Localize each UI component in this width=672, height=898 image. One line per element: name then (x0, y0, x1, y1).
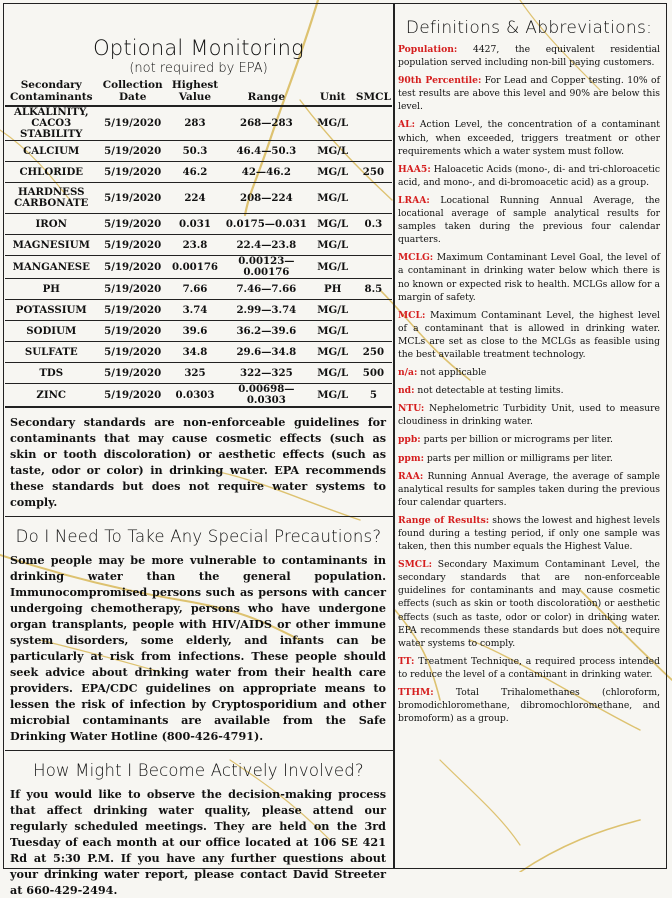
smcl-value (355, 300, 392, 321)
contaminant-name: IRON (5, 214, 97, 235)
secondary-contaminants-table (5, 79, 392, 408)
definition-item (398, 43, 660, 69)
header-unit: Unit (319, 91, 346, 103)
smcl-value: 8.5 (355, 279, 392, 300)
secondary-standards-note: Secondary standards are non-enforceable guidelines for contaminants that may cause cosmetic effects (such as skin or tooth discoloration) or aesthetic effects (such as taste, odor or color) in drinking water. EPA recommends these standards but does not require water systems to comply. (10, 415, 386, 509)
definition-item (398, 433, 660, 446)
definition-text: 4427, the equivalent residential population served including non-bill paying customers. (398, 44, 660, 69)
range-value: 0.0175—0.031 (222, 214, 310, 235)
column-divider (393, 3, 395, 869)
collection-date: 5/19/2020 (97, 183, 167, 214)
definitions-list (398, 43, 660, 725)
collection-date: 5/19/2020 (97, 300, 167, 321)
definition-item (398, 366, 660, 379)
smcl-value (355, 141, 392, 162)
definition-text: Running Annual Average, the average of sample analytical results for samples taken during the previous four calendar quarters. (398, 470, 660, 508)
highest-value: 7.66 (168, 279, 222, 300)
table-row (5, 141, 392, 162)
definition-term: HAA5: (398, 163, 431, 175)
collection-date: 5/19/2020 (97, 279, 167, 300)
table-row (5, 214, 392, 235)
definition-term: NTU: (398, 403, 425, 415)
header-contaminant: Secondary Contaminants (9, 79, 93, 103)
highest-value: 3.74 (168, 300, 222, 321)
smcl-value: 0.3 (355, 214, 392, 235)
table-row (5, 235, 392, 256)
precautions-body: Some people may be more vulnerable to contaminants in drinking water than the general population. Immunocompromised persons such as persons with cancer undergoing chemotherapy, persons who have undergone organ transplants, people with HIV/AIDS or other immune system disorders, some elderly, and infants can be particularly at risk from infections. These people should seek advice about drinking water from their health care providers. EPA/CDC guidelines on appropriate means to lessen the risk of infection by Cryptosporidium and other microbial contaminants are available from the Safe Drinking Water Hotline (800-426-4791). (10, 553, 386, 743)
contaminant-name: TDS (5, 363, 97, 384)
definition-item (398, 194, 660, 246)
definition-text: Haloacetic Acids (mono-, di- and tri-chloroacetic acid, and mono-, and di-bromoacetic acid) as a group. (398, 163, 660, 188)
smcl-value: 5 (355, 384, 392, 408)
collection-date: 5/19/2020 (97, 384, 167, 408)
smcl-value (355, 183, 392, 214)
optional-monitoring-subtitle: (not required by EPA) (129, 61, 268, 76)
definition-text: Locational Running Annual Average, the locational average of sample analytical results for samples taken during the previous four calendar quarters. (398, 194, 660, 246)
highest-value: 0.0303 (168, 384, 222, 408)
range-value: 46.4—50.3 (222, 141, 310, 162)
definitions-title: Definitions & Abbreviations: (405, 18, 653, 38)
header-highest-value: Highest Value (171, 79, 219, 103)
definition-item (398, 118, 660, 157)
table-row (5, 300, 392, 321)
unit: MG/L (311, 256, 355, 279)
unit: MG/L (311, 106, 355, 141)
definition-term: LRAA: (398, 194, 430, 206)
involved-body: If you would like to observe the decision-making process that affect drinking water quality, please attend our regularly scheduled meetings. They are held on the 3rd Tuesday of each month at our office located at 106 SE 421 Rd at 5:30 P.M. If you have any further questions about your drinking water report, please contact David Streeter at 660-429-2494. (10, 787, 386, 897)
highest-value: 46.2 (168, 162, 222, 183)
table-row (5, 106, 392, 141)
unit: MG/L (311, 162, 355, 183)
unit: MG/L (311, 384, 355, 408)
highest-value: 325 (168, 363, 222, 384)
highest-value: 0.00176 (168, 256, 222, 279)
collection-date: 5/19/2020 (97, 321, 167, 342)
highest-value: 34.8 (168, 342, 222, 363)
table-row (5, 279, 392, 300)
collection-date: 5/19/2020 (97, 106, 167, 141)
contaminant-name: ALKALINITY, CACO3 STABILITY (5, 106, 97, 141)
definition-text: Action Level, the concentration of a contaminant which, when exceeded, triggers treatment or other requirements which a water system must follow. (398, 119, 660, 157)
optional-monitoring-title: Optional Monitoring (93, 36, 304, 60)
smcl-value (355, 321, 392, 342)
smcl-value: 250 (355, 162, 392, 183)
range-value: 42—46.2 (222, 162, 310, 183)
section-divider (5, 516, 393, 517)
involved-heading: How Might I Become Actively Involved? (33, 761, 364, 780)
contaminant-name: POTASSIUM (5, 300, 97, 321)
definition-text: Maximum Contaminant Level, the highest level of a contaminant that is allowed in drinking water. MCLs are set as close to the MCLGs as feasible using the best available treatment technology. (398, 309, 660, 360)
definition-text: Nephelometric Turbidity Unit, used to measure cloudiness in drinking water. (398, 403, 660, 428)
contaminant-name: CALCIUM (5, 141, 97, 162)
definition-term: Range of Results: (398, 514, 490, 526)
range-value: 322—325 (222, 363, 310, 384)
highest-value: 0.031 (168, 214, 222, 235)
definition-item (398, 384, 660, 397)
precautions-heading: Do I Need To Take Any Special Precautions? (15, 527, 382, 546)
definition-item (398, 402, 660, 428)
table-row (5, 183, 392, 214)
header-smcl: SMCL (355, 91, 391, 103)
definition-item (398, 514, 660, 553)
definition-text: For Lead and Copper testing. 10% of test results are above this level and 90% are below this level. (398, 75, 660, 113)
smcl-value: 500 (355, 363, 392, 384)
definition-text: parts per billion or micrograms per liter. (420, 434, 613, 446)
definition-text: shows the lowest and highest levels found during a testing period, if only one sample was taken, then this number equals the Highest Value. (398, 514, 661, 553)
contaminant-name: HARDNESS CARBONATE (5, 183, 97, 214)
definition-item (398, 163, 660, 189)
collection-date: 5/19/2020 (97, 342, 167, 363)
range-value: 0.00698—0.0303 (222, 384, 310, 408)
definition-item (398, 470, 660, 509)
definition-item (398, 309, 660, 361)
definition-item (398, 74, 660, 113)
highest-value: 39.6 (168, 321, 222, 342)
table-row (5, 363, 392, 384)
range-value: 2.99—3.74 (222, 300, 310, 321)
definition-item (398, 251, 660, 303)
unit: PH (311, 279, 355, 300)
definition-term: AL: (398, 119, 415, 131)
definition-term: MCLG: (398, 252, 434, 264)
contaminant-name: MAGNESIUM (5, 235, 97, 256)
definition-text: not applicable (417, 367, 487, 379)
collection-date: 5/19/2020 (97, 256, 167, 279)
definition-term: TT: (398, 655, 415, 667)
highest-value: 224 (168, 183, 222, 214)
unit: MG/L (311, 363, 355, 384)
definition-term: MCL: (398, 309, 426, 321)
range-value: 268—283 (222, 106, 310, 141)
table-row (5, 162, 392, 183)
table-row (5, 384, 392, 408)
header-collection-date: Collection Date (102, 79, 163, 103)
contaminant-name: CHLORIDE (5, 162, 97, 183)
definition-term: TTHM: (398, 687, 434, 699)
unit: MG/L (311, 214, 355, 235)
definition-term: Population: (398, 44, 458, 55)
contaminant-name: PH (5, 279, 97, 300)
collection-date: 5/19/2020 (97, 363, 167, 384)
range-value: 0.00123—0.00176 (222, 256, 310, 279)
range-value: 29.6—34.8 (222, 342, 310, 363)
collection-date: 5/19/2020 (97, 235, 167, 256)
unit: MG/L (311, 141, 355, 162)
table-row (5, 256, 392, 279)
range-value: 36.2—39.6 (222, 321, 310, 342)
table-header-row (5, 79, 392, 106)
highest-value: 50.3 (168, 141, 222, 162)
range-value: 22.4—23.8 (222, 235, 310, 256)
range-value: 7.46—7.66 (222, 279, 310, 300)
definition-term: ppm: (398, 452, 424, 464)
table-row (5, 342, 392, 363)
unit: MG/L (311, 342, 355, 363)
definition-item (398, 686, 660, 725)
smcl-value (355, 256, 392, 279)
definition-item (398, 558, 660, 650)
definition-text: Total Trihalomethanes (chloroform, bromodichloromethane, dibromochloromethane, and bromoform) as a group. (398, 687, 660, 725)
unit: MG/L (311, 183, 355, 214)
definition-text: Treatment Technique, a required process intended to reduce the level of a contaminant in drinking water. (398, 655, 660, 680)
definition-item (398, 452, 660, 465)
definition-text: not detectable at testing limits. (414, 385, 564, 397)
contaminant-name: MANGANESE (5, 256, 97, 279)
definition-term: n/a: (398, 367, 418, 379)
highest-value: 23.8 (168, 235, 222, 256)
collection-date: 5/19/2020 (97, 214, 167, 235)
definition-text: Secondary Maximum Contaminant Level, the secondary standards that are non-enforceable guidelines for contaminants and may cause cosmetic effects (such as skin or tooth discoloration) or aesthetic effects (such as taste, odor or color) in drinking water. EPA recommends these standards but does not require water systems to comply. (398, 559, 660, 649)
range-value: 208—224 (222, 183, 310, 214)
contaminant-name: ZINC (5, 384, 97, 408)
table-row (5, 321, 392, 342)
definition-term: RAA: (398, 470, 424, 482)
highest-value: 283 (168, 106, 222, 141)
left-column (5, 4, 392, 898)
smcl-value (355, 106, 392, 141)
definition-term: ppb: (398, 434, 421, 446)
unit: MG/L (311, 300, 355, 321)
definition-text: parts per million or milligrams per liter. (423, 452, 613, 464)
header-range: Range (247, 91, 286, 103)
unit: MG/L (311, 321, 355, 342)
contaminant-name: SODIUM (5, 321, 97, 342)
definition-term: 90th Percentile: (398, 75, 482, 87)
unit: MG/L (311, 235, 355, 256)
definition-text: Maximum Contaminant Level Goal, the level of a contaminant in drinking water below which there is no known or expected risk to health. MCLGs allow for a margin of safety. (398, 252, 660, 303)
smcl-value: 250 (355, 342, 392, 363)
contaminant-name: SULFATE (5, 342, 97, 363)
collection-date: 5/19/2020 (97, 162, 167, 183)
right-column (398, 18, 660, 725)
definition-term: nd: (398, 385, 415, 397)
table-body (5, 106, 392, 407)
collection-date: 5/19/2020 (97, 141, 167, 162)
smcl-value (355, 235, 392, 256)
definition-term: SMCL: (398, 559, 432, 571)
definition-item (398, 655, 660, 681)
section-divider (5, 750, 393, 751)
